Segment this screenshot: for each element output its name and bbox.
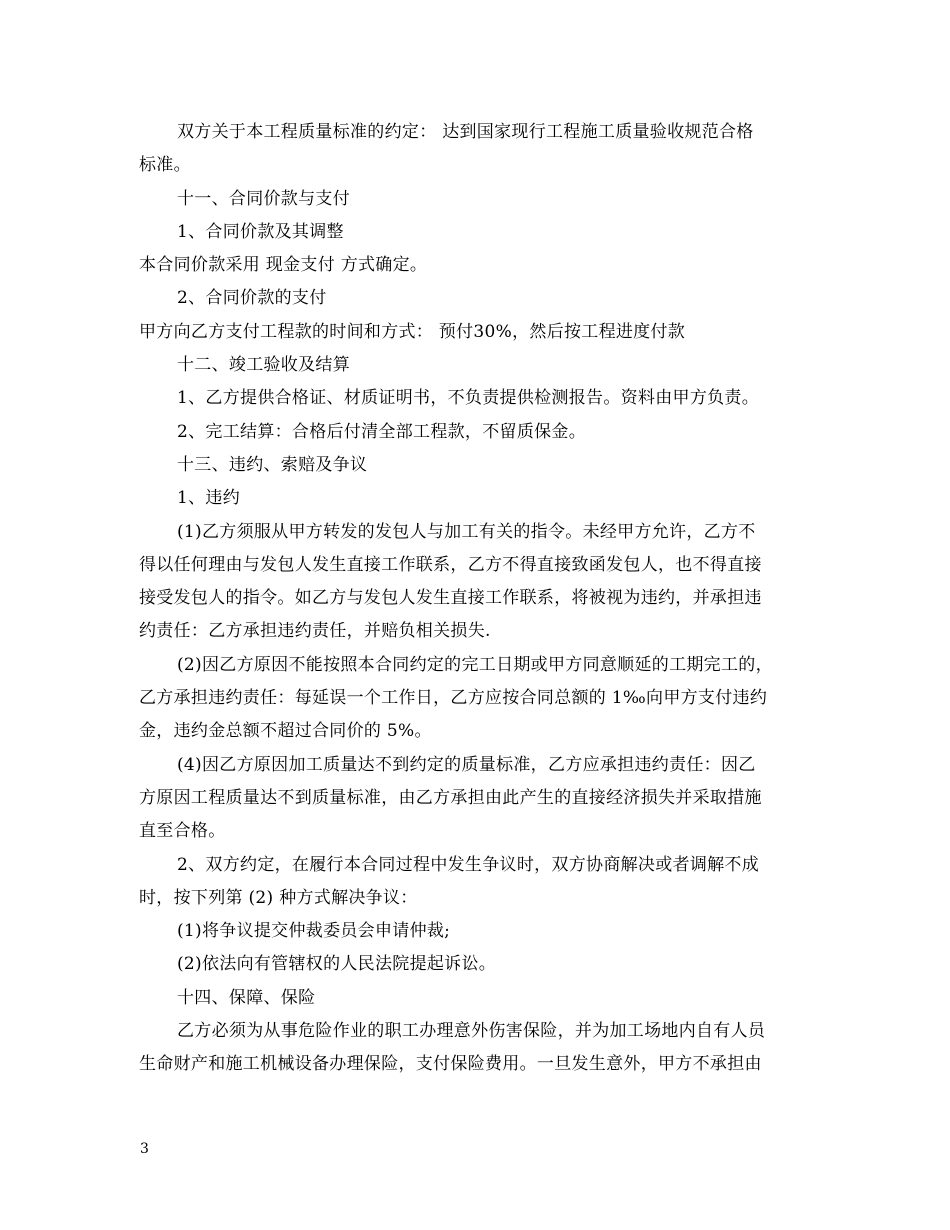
text-line: 乙方必须为从事危险作业的职工办理意外伤害保险，并为加工场地内自有人员 — [177, 1021, 766, 1042]
text-line: 约责任：乙方承担违约责任，并赔负相关损失. — [139, 621, 491, 642]
text-line: 2、完工结算：合格后付清全部工程款，不留质保金。 — [177, 421, 587, 442]
subheading: 2、合同价款的支付 — [177, 288, 327, 309]
text-line: 标准。 — [139, 155, 191, 176]
text-line: (4)因乙方原因加工质量达不到约定的质量标准，乙方应承担违约责任：因乙 — [177, 754, 756, 775]
subheading-breach — [139, 482, 815, 515]
heading-section-13 — [139, 449, 815, 482]
text-line: 得以任何理由与发包人发生直接工作联系，乙方不得直接致函发包人，也不得直接 — [139, 554, 762, 575]
heading-section-12 — [139, 349, 815, 382]
section-heading: 十三、违约、索赔及争议 — [177, 454, 368, 475]
paragraph-quality-standard — [139, 116, 815, 183]
subheading: 1、违约 — [177, 488, 241, 509]
text-line: 2、双方约定，在履行本合同过程中发生争议时，双方协商解决或者调解不成 — [177, 854, 760, 875]
subheading: 1、合同价款及其调整 — [177, 221, 344, 242]
paragraph-dispute — [139, 849, 815, 916]
section-heading: 十一、合同价款与支付 — [177, 188, 350, 209]
text-line: 金，违约金总额不超过合同价的 5%。 — [139, 721, 432, 742]
text-line: 时，按下列第 (2) 种方式解决争议： — [139, 887, 418, 908]
text-line: 接受发包人的指令。如乙方与发包人发生直接工作联系，将被视为违约，并承担违 — [139, 588, 762, 609]
paragraph-breach-4 — [139, 749, 815, 849]
dispute-option-1 — [139, 915, 815, 948]
text-line: (1)乙方须服从甲方转发的发包人与加工有关的指令。未经甲方允许，乙方不 — [177, 521, 756, 542]
paragraph-payment-method — [139, 249, 815, 282]
paragraph-settlement — [139, 416, 815, 449]
subheading-price-payment — [139, 282, 815, 315]
document-body — [139, 116, 815, 1082]
subheading-price-adjustment — [139, 216, 815, 249]
text-line: 本合同价款采用 现金支付 方式确定。 — [139, 255, 428, 276]
text-line: 乙方承担违约责任：每延误一个工作日，乙方应按合同总额的 1‰向甲方支付违约 — [139, 688, 768, 709]
paragraph-payment-schedule — [139, 316, 815, 349]
paragraph-breach-1 — [139, 516, 815, 649]
dispute-option-2 — [139, 948, 815, 981]
section-heading: 十二、竣工验收及结算 — [177, 355, 350, 376]
text-line: 双方关于本工程质量标准的约定： 达到国家现行工程施工质量验收规范合格 — [177, 122, 754, 142]
text-line: 1、乙方提供合格证、材质证明书，不负责提供检测报告。资料由甲方负责。 — [177, 388, 760, 409]
paragraph-certificates — [139, 382, 815, 415]
heading-section-14 — [139, 982, 815, 1015]
list-item: (1)将争议提交仲裁委员会申请仲裁; — [177, 921, 451, 942]
text-line: 生命财产和施工机械设备办理保险，支付保险费用。一旦发生意外，甲方不承担由 — [139, 1054, 762, 1075]
text-line: 直至合格。 — [139, 821, 226, 842]
paragraph-insurance — [139, 1015, 815, 1082]
page-number: 3 — [140, 1141, 149, 1157]
list-item: (2)依法向有管辖权的人民法院提起诉讼。 — [177, 954, 497, 975]
text-line: (2)因乙方原因不能按照本合同约定的完工日期或甲方同意顺延的工期完工的， — [177, 654, 773, 675]
text-line: 方原因工程质量达不到质量标准，由乙方承担由此产生的直接经济损失并采取措施 — [139, 787, 762, 808]
paragraph-breach-2 — [139, 649, 815, 749]
heading-section-11 — [139, 183, 815, 216]
text-line: 甲方向乙方支付工程款的时间和方式： 预付30%，然后按工程进度付款 — [139, 321, 686, 342]
section-heading: 十四、保障、保险 — [177, 987, 316, 1008]
